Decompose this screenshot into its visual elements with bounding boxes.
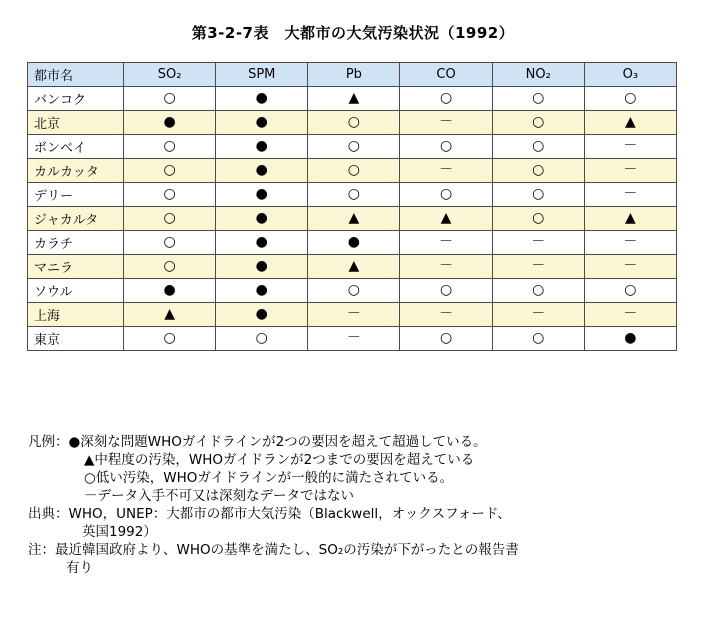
table-row xyxy=(28,207,677,231)
city-name-cell: 上海 xyxy=(28,303,124,327)
pollution-level-symbol: ○ xyxy=(347,162,360,178)
pollution-level-symbol: － xyxy=(439,162,454,178)
legend-line-3 xyxy=(28,469,688,487)
pollution-level-cell xyxy=(584,111,676,135)
pollution-level-symbol: ▲ xyxy=(348,258,360,274)
note-text: 最近韓国政府より、WHOの基準を満たし、SO₂の汚染が下がったとの報告書 xyxy=(55,542,519,558)
legend-item-severe: ●深刻な問題WHOガイドラインが2つの要因を超えて超過している。 xyxy=(68,434,487,450)
pollution-level-symbol: ○ xyxy=(163,258,176,274)
pollution-level-cell xyxy=(400,231,492,255)
pollution-level-cell xyxy=(400,327,492,351)
pollution-level-symbol: ○ xyxy=(624,90,637,106)
pollution-level-symbol: ○ xyxy=(532,330,545,346)
pollution-level-cell xyxy=(400,87,492,111)
pollution-level-cell xyxy=(216,303,308,327)
pollution-level-cell xyxy=(492,183,584,207)
pollution-level-symbol: ● xyxy=(163,282,176,298)
pollution-level-symbol: ○ xyxy=(532,282,545,298)
pollution-level-symbol: ○ xyxy=(532,210,545,226)
pollution-level-cell xyxy=(584,87,676,111)
header-so2: SO₂ xyxy=(124,63,216,87)
pollution-level-symbol: ▲ xyxy=(348,90,360,106)
source-line-1 xyxy=(28,505,688,523)
pollution-level-symbol: ▲ xyxy=(625,210,636,226)
pollution-level-symbol: － xyxy=(623,306,638,322)
city-name-cell: デリー xyxy=(28,183,124,207)
pollution-level-symbol: ○ xyxy=(532,138,545,154)
pollution-level-symbol: － xyxy=(346,306,361,322)
pollution-level-cell xyxy=(308,87,400,111)
table-row xyxy=(28,159,677,183)
legend-line-4 xyxy=(28,487,688,505)
pollution-level-cell xyxy=(216,255,308,279)
pollution-level-cell xyxy=(400,207,492,231)
pollution-level-cell xyxy=(584,159,676,183)
pollution-level-cell xyxy=(124,231,216,255)
city-name-cell: カルカッタ xyxy=(28,159,124,183)
header-o3: O₃ xyxy=(584,63,676,87)
pollution-level-cell xyxy=(308,231,400,255)
pollution-level-symbol: ● xyxy=(255,282,268,298)
pollution-level-symbol: － xyxy=(623,186,638,202)
pollution-level-symbol: － xyxy=(531,306,546,322)
pollution-level-cell xyxy=(216,231,308,255)
pollution-level-symbol: ○ xyxy=(532,90,545,106)
legend-item-low: ○低い汚染，WHOガイドラインが一般的に満たされている。 xyxy=(84,470,454,486)
pollution-level-cell xyxy=(216,87,308,111)
table-row xyxy=(28,255,677,279)
pollution-level-symbol: ○ xyxy=(439,90,453,106)
pollution-level-symbol: ▲ xyxy=(440,210,452,226)
table-row xyxy=(28,303,677,327)
source-label: 出典： xyxy=(28,506,69,522)
pollution-level-symbol: ○ xyxy=(255,330,268,346)
pollution-level-symbol: ○ xyxy=(532,186,545,202)
pollution-level-cell xyxy=(308,183,400,207)
pollution-level-cell xyxy=(308,327,400,351)
table-row xyxy=(28,327,677,351)
notes-section xyxy=(28,433,688,577)
pollution-level-cell xyxy=(492,135,584,159)
pollution-level-cell xyxy=(124,303,216,327)
pollution-level-cell xyxy=(308,135,400,159)
pollution-level-symbol: ● xyxy=(255,234,268,250)
pollution-level-cell xyxy=(124,111,216,135)
pollution-level-cell xyxy=(492,303,584,327)
pollution-level-cell xyxy=(492,279,584,303)
header-no2: NO₂ xyxy=(492,63,584,87)
pollution-level-cell xyxy=(216,327,308,351)
table-row xyxy=(28,231,677,255)
pollution-level-symbol: ○ xyxy=(163,210,176,226)
pollution-level-cell xyxy=(124,255,216,279)
city-name-cell: ソウル xyxy=(28,279,124,303)
pollution-level-symbol: ○ xyxy=(439,282,453,298)
pollution-level-cell xyxy=(216,111,308,135)
pollution-level-symbol: ● xyxy=(163,114,176,130)
pollution-level-symbol: ○ xyxy=(347,138,360,154)
pollution-level-cell xyxy=(400,303,492,327)
note-text-cont: 有り xyxy=(66,560,93,576)
pollution-level-cell xyxy=(216,135,308,159)
pollution-level-cell xyxy=(124,279,216,303)
city-name-cell: ジャカルタ xyxy=(28,207,124,231)
pollution-level-symbol: ○ xyxy=(163,234,176,250)
pollution-level-symbol: ▲ xyxy=(625,114,636,130)
note-line-2 xyxy=(28,559,688,577)
pollution-level-cell xyxy=(308,303,400,327)
pollution-level-symbol: － xyxy=(531,234,546,250)
pollution-level-cell xyxy=(400,111,492,135)
city-name-cell: マニラ xyxy=(28,255,124,279)
table-row xyxy=(28,87,677,111)
pollution-level-symbol: － xyxy=(531,258,546,274)
pollution-level-cell xyxy=(308,255,400,279)
legend-label: 凡例： xyxy=(28,434,69,450)
pollution-level-symbol: ● xyxy=(255,138,268,154)
pollution-level-symbol: － xyxy=(623,138,638,154)
pollution-level-cell xyxy=(492,159,584,183)
city-name-cell: 東京 xyxy=(28,327,124,351)
note-line-1 xyxy=(28,541,688,559)
pollution-level-symbol: － xyxy=(623,258,638,274)
pollution-level-cell xyxy=(216,207,308,231)
table-row xyxy=(28,135,677,159)
pollution-level-cell xyxy=(400,255,492,279)
pollution-level-symbol: ▲ xyxy=(164,306,175,322)
pollution-level-cell xyxy=(584,183,676,207)
legend-item-nodata: －データ入手不可又は深刻なデータではない xyxy=(84,488,354,504)
pollution-level-symbol: － xyxy=(623,162,638,178)
pollution-level-symbol: ○ xyxy=(347,114,360,130)
pollution-level-symbol: ○ xyxy=(439,186,453,202)
pollution-level-cell xyxy=(124,207,216,231)
pollution-level-cell xyxy=(216,183,308,207)
pollution-level-cell xyxy=(492,255,584,279)
pollution-level-cell xyxy=(400,183,492,207)
pollution-level-symbol: ○ xyxy=(163,186,176,202)
pollution-level-symbol: ○ xyxy=(532,162,545,178)
pollution-level-cell xyxy=(124,159,216,183)
pollution-level-symbol: － xyxy=(346,330,361,346)
pollution-level-cell xyxy=(492,87,584,111)
pollution-level-symbol: － xyxy=(439,234,454,250)
pollution-level-symbol: ● xyxy=(255,186,268,202)
pollution-level-symbol: ○ xyxy=(624,282,637,298)
pollution-level-symbol: ○ xyxy=(347,282,360,298)
pollution-level-cell xyxy=(308,279,400,303)
pollution-level-symbol: － xyxy=(623,234,638,250)
legend-item-moderate: ▲中程度の汚染，WHOガイドランが2つまでの要因を超えている xyxy=(84,452,475,468)
table-row xyxy=(28,111,677,135)
pollution-level-cell xyxy=(400,279,492,303)
pollution-level-symbol: ○ xyxy=(163,330,176,346)
table-row xyxy=(28,279,677,303)
page-title: 第3-2-7表 大都市の大気汚染状況（1992） xyxy=(191,24,515,42)
pollution-level-cell xyxy=(492,111,584,135)
header-city: 都市名 xyxy=(28,63,124,87)
table-row xyxy=(28,183,677,207)
pollution-level-cell xyxy=(308,159,400,183)
pollution-level-cell xyxy=(400,135,492,159)
city-name-cell: バンコク xyxy=(28,87,124,111)
pollution-level-cell xyxy=(584,279,676,303)
city-name-cell: 北京 xyxy=(28,111,124,135)
pollution-level-symbol: ○ xyxy=(163,90,176,106)
city-name-cell: ボンベイ xyxy=(28,135,124,159)
pollution-level-cell xyxy=(308,111,400,135)
pollution-level-cell xyxy=(216,279,308,303)
pollution-level-cell xyxy=(492,231,584,255)
pollution-level-cell xyxy=(124,327,216,351)
pollution-level-cell xyxy=(492,327,584,351)
pollution-level-cell xyxy=(584,135,676,159)
pollution-level-symbol: ● xyxy=(255,90,268,106)
pollution-level-cell xyxy=(216,159,308,183)
pollution-level-cell xyxy=(584,207,676,231)
pollution-level-symbol: － xyxy=(439,258,454,274)
pollution-level-symbol: ● xyxy=(255,114,268,130)
air-pollution-table xyxy=(27,62,677,351)
table-header-row xyxy=(28,63,677,87)
pollution-level-cell xyxy=(124,87,216,111)
header-pb: Pb xyxy=(308,63,400,87)
pollution-level-symbol: ▲ xyxy=(348,210,360,226)
pollution-level-symbol: － xyxy=(439,114,454,130)
source-text: WHO，UNEP：大都市の都市大気汚染（Blackwell，オックスフォード、 xyxy=(68,506,511,522)
pollution-level-cell xyxy=(400,159,492,183)
legend-line-2 xyxy=(28,451,688,469)
pollution-level-symbol: ● xyxy=(255,162,268,178)
pollution-level-cell xyxy=(308,207,400,231)
header-spm: SPM xyxy=(216,63,308,87)
pollution-level-symbol: ● xyxy=(255,210,268,226)
pollution-level-cell xyxy=(124,183,216,207)
pollution-level-symbol: ○ xyxy=(163,162,176,178)
pollution-level-symbol: ● xyxy=(347,234,360,250)
pollution-level-symbol: ○ xyxy=(163,138,176,154)
pollution-level-symbol: ● xyxy=(255,258,268,274)
pollution-level-cell xyxy=(584,327,676,351)
pollution-level-symbol: ● xyxy=(624,330,637,346)
pollution-level-cell xyxy=(584,255,676,279)
pollution-level-cell xyxy=(124,135,216,159)
source-line-2 xyxy=(28,523,688,541)
pollution-level-symbol: ● xyxy=(255,306,268,322)
city-name-cell: カラチ xyxy=(28,231,124,255)
pollution-level-cell xyxy=(584,231,676,255)
pollution-level-symbol: ○ xyxy=(439,330,453,346)
pollution-level-symbol: － xyxy=(439,306,454,322)
note-label: 注： xyxy=(28,542,55,558)
header-co: CO xyxy=(400,63,492,87)
pollution-level-symbol: ○ xyxy=(347,186,360,202)
legend-line-1 xyxy=(28,433,688,451)
source-text-cont: 英国1992） xyxy=(82,524,157,540)
pollution-level-symbol: ○ xyxy=(532,114,545,130)
pollution-level-cell xyxy=(492,207,584,231)
pollution-level-symbol: ○ xyxy=(439,138,453,154)
pollution-level-cell xyxy=(584,303,676,327)
